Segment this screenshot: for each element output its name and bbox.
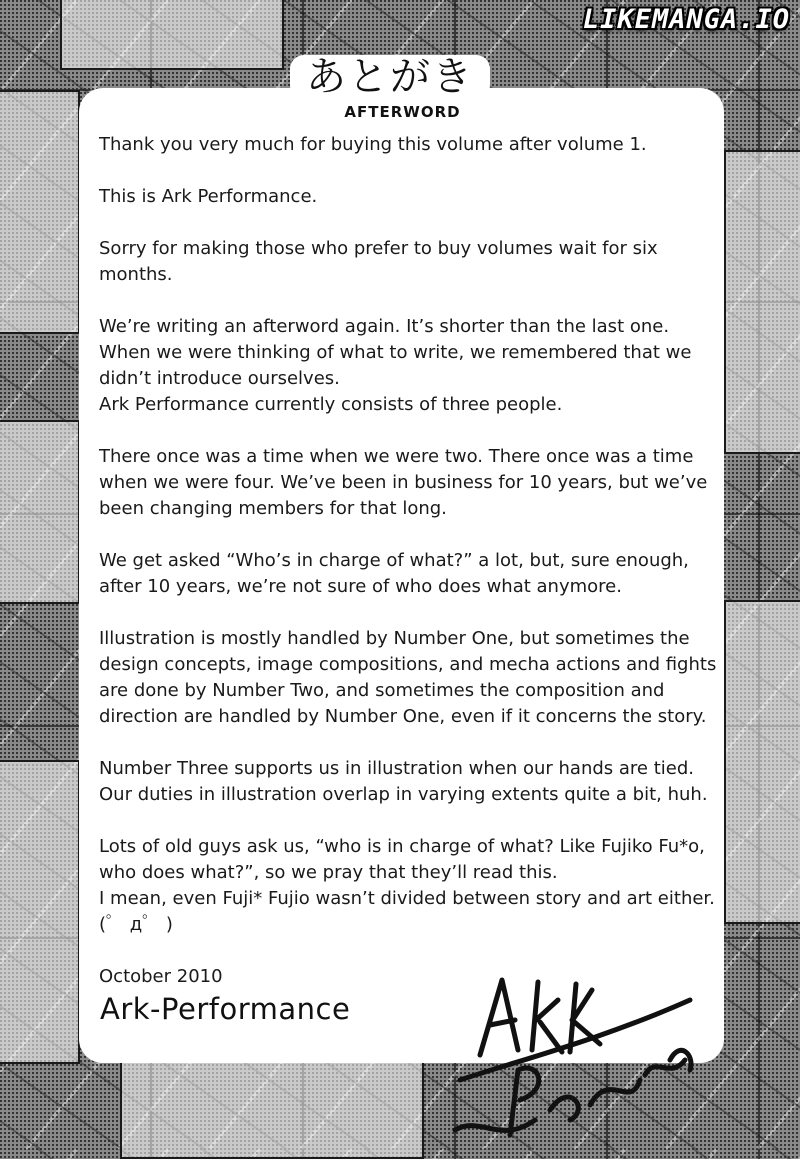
- text-line: We’re writing an afterword again. It’s shorter than the last one.: [99, 316, 670, 337]
- text-line: who does what?”, so we pray that they’ll read this.: [99, 862, 558, 883]
- text-line: design concepts, image compositions, and mecha actions and fights: [99, 654, 717, 675]
- text-line: I mean, even Fuji* Fujio wasn’t divided between story and art either.: [99, 888, 715, 909]
- background-art-panel: [724, 150, 800, 454]
- watermark: LIKEMANGA.IO: [582, 4, 790, 35]
- text-line: Lots of old guys ask us, “who is in charge of what? Like Fujiko Fu*o,: [99, 836, 705, 857]
- paragraph: [99, 236, 724, 288]
- text-line: been changing members for that long.: [99, 498, 447, 519]
- paragraph: [99, 834, 724, 938]
- paragraph: [99, 314, 724, 418]
- text-line: There once was a time when we were two. There once was a time: [99, 446, 694, 467]
- text-line: are done by Number Two, and sometimes the composition and: [99, 680, 665, 701]
- paragraph: [99, 444, 724, 522]
- paragraph: [99, 626, 724, 730]
- paragraph: [99, 548, 724, 600]
- text-line: months.: [99, 264, 173, 285]
- text-line: Ark Performance currently consists of three people.: [99, 394, 563, 415]
- paragraph: [99, 756, 724, 808]
- paragraph: [99, 184, 724, 210]
- text-line: direction are handled by Number One, even if it concerns the story.: [99, 706, 707, 727]
- background-art-panel: [724, 600, 800, 924]
- background-art-panel: [0, 420, 80, 604]
- paragraph: [99, 132, 724, 158]
- text-line: when we were four. We’ve been in business for 10 years, but we’ve: [99, 472, 708, 493]
- text-line: When we were thinking of what to write, we remembered that we: [99, 342, 692, 363]
- text-line: Our duties in illustration overlap in varying extents quite a bit, huh.: [99, 784, 708, 805]
- text-line: Illustration is mostly handled by Number One, but sometimes the: [99, 628, 690, 649]
- page-title-english: AFTERWORD: [330, 102, 475, 122]
- text-line: This is Ark Performance.: [99, 186, 318, 207]
- text-line: Sorry for making those who prefer to buy volumes wait for six: [99, 238, 658, 259]
- signature-graphic: [440, 960, 710, 1150]
- text-line: Number Three supports us in illustration when our hands are tied.: [99, 758, 694, 779]
- text-line: after 10 years, we’re not sure of who does what anymore.: [99, 576, 622, 597]
- text-line: Thank you very much for buying this volume after volume 1.: [99, 134, 647, 155]
- title-block: [240, 55, 540, 99]
- page-title-japanese: あとがき: [290, 55, 490, 99]
- text-line: We get asked “Who’s in charge of what?” a lot, but, sure enough,: [99, 550, 689, 571]
- afterword-body: [99, 132, 724, 964]
- author-name: Ark-Performance: [100, 992, 351, 1026]
- afterword-date: October 2010: [99, 966, 223, 987]
- background-art-panel: [0, 90, 80, 334]
- background-art-panel: [120, 1060, 424, 1159]
- text-line: (゜ д゜ ): [99, 914, 173, 935]
- text-line: didn’t introduce ourselves.: [99, 368, 340, 389]
- background-art-panel: [0, 760, 80, 1064]
